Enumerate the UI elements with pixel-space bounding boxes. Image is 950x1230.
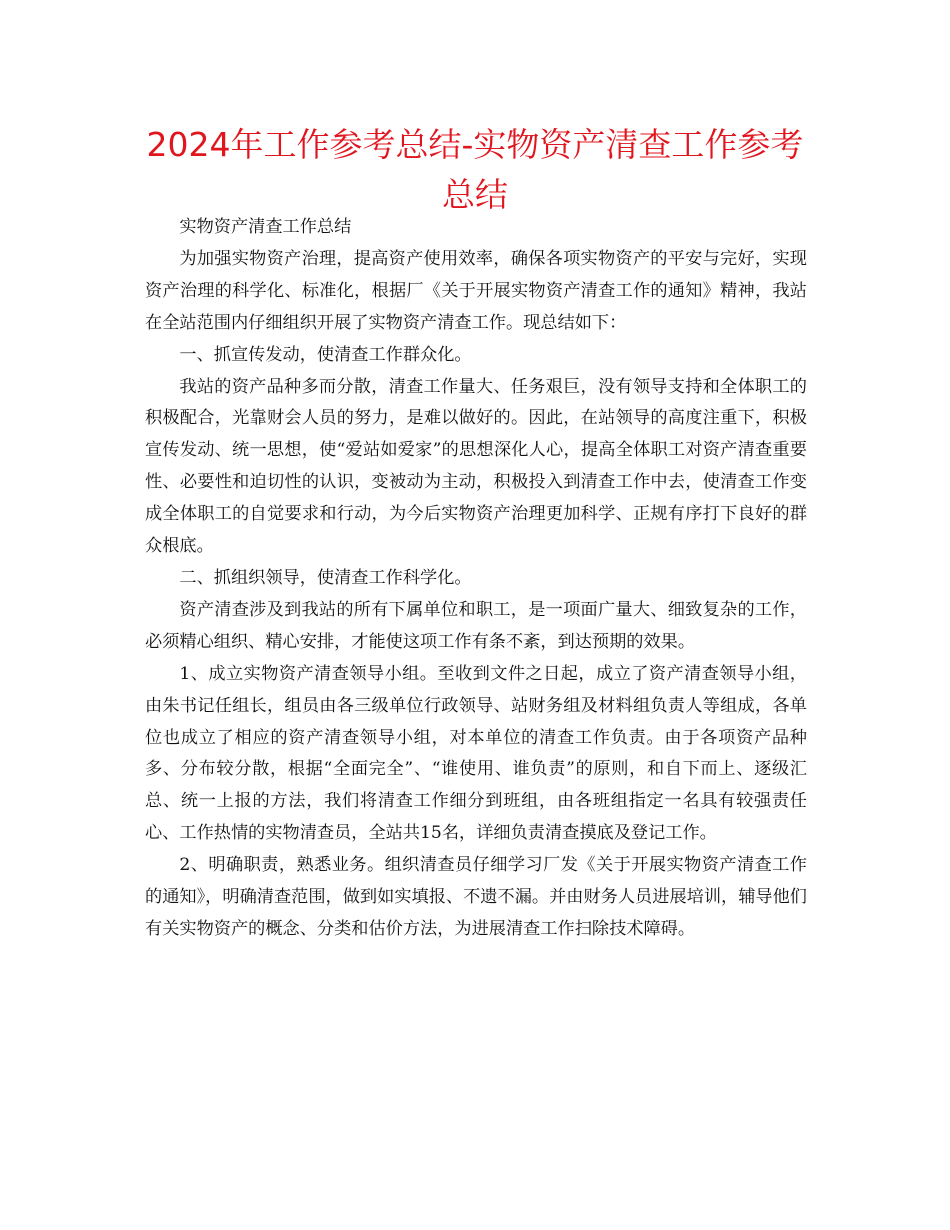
paragraph-subtitle: 实物资产清查工作总结: [179, 217, 352, 237]
document-body: [145, 212, 807, 946]
paragraph-item-2: 2、明确职责，熟悉业务。组织清查员仔细学习厂发《关于开展实物资产清查工作的通知》，明确清查范围，做到如实填报、不遗不漏。并由财务人员进展培训，辅导他们有关实物资产的概念、分类和估价方法，为进展清查工作扫除技术障碍。: [145, 855, 807, 939]
paragraph-item-1: 1、成立实物资产清查领导小组。至收到文件之日起，成立了资产清查领导小组，由朱书记任组长，组员由各三级单位行政领导、站财务组及材料组负责人等组成，各单位也成立了相应的资产清查领导小组，对本单位的清查工作负责。由于各项资产品种多、分布较分散，根据“全面完全”、“谁使用、谁负责”的原则，和自下而上、逐级汇总、统一上报的方法，我们将清查工作细分到班组，由各班组指定一名具有较强责任心、工作热情的实物清查员，全站共15名，详细负责清查摸底及登记工作。: [145, 663, 807, 844]
paragraph-intro: 为加强实物资产治理，提高资产使用效率，确保各项实物资产的平安与完好，实现资产治理的科学化、标准化，根据厂《关于开展实物资产清查工作的通知》精神，我站在全站范围内仔细组织开展了实物资产清查工作。现总结如下：: [145, 248, 807, 333]
document-title: 2024年工作参考总结-实物资产清查工作参考总结: [146, 125, 804, 214]
paragraph-section-2: 资产清查涉及到我站的所有下属单位和职工，是一项面广量大、细致复杂的工作，必须精心组织、精心安排，才能使这项工作有条不紊，到达预期的效果。: [145, 599, 807, 652]
section-heading-2: 二、抓组织领导，使清查工作科学化。: [179, 567, 472, 588]
paragraph-section-1: 我站的资产品种多而分散，清查工作量大、任务艰巨，没有领导支持和全体职工的积极配合，光靠财会人员的努力，是难以做好的。因此，在站领导的高度注重下，积极宣传发动、统一思想，使“爱站如爱家”的思想深化人心，提高全体职工对资产清查重要性、必要性和迫切性的认识，变被动为主动，积极投入到清查工作中去，使清查工作变成全体职工的自觉要求和行动，为今后实物资产治理更加科学、正规有序打下良好的群众根底。: [145, 376, 807, 557]
section-heading-1: 一、抓宣传发动，使清查工作群众化。: [179, 344, 472, 365]
